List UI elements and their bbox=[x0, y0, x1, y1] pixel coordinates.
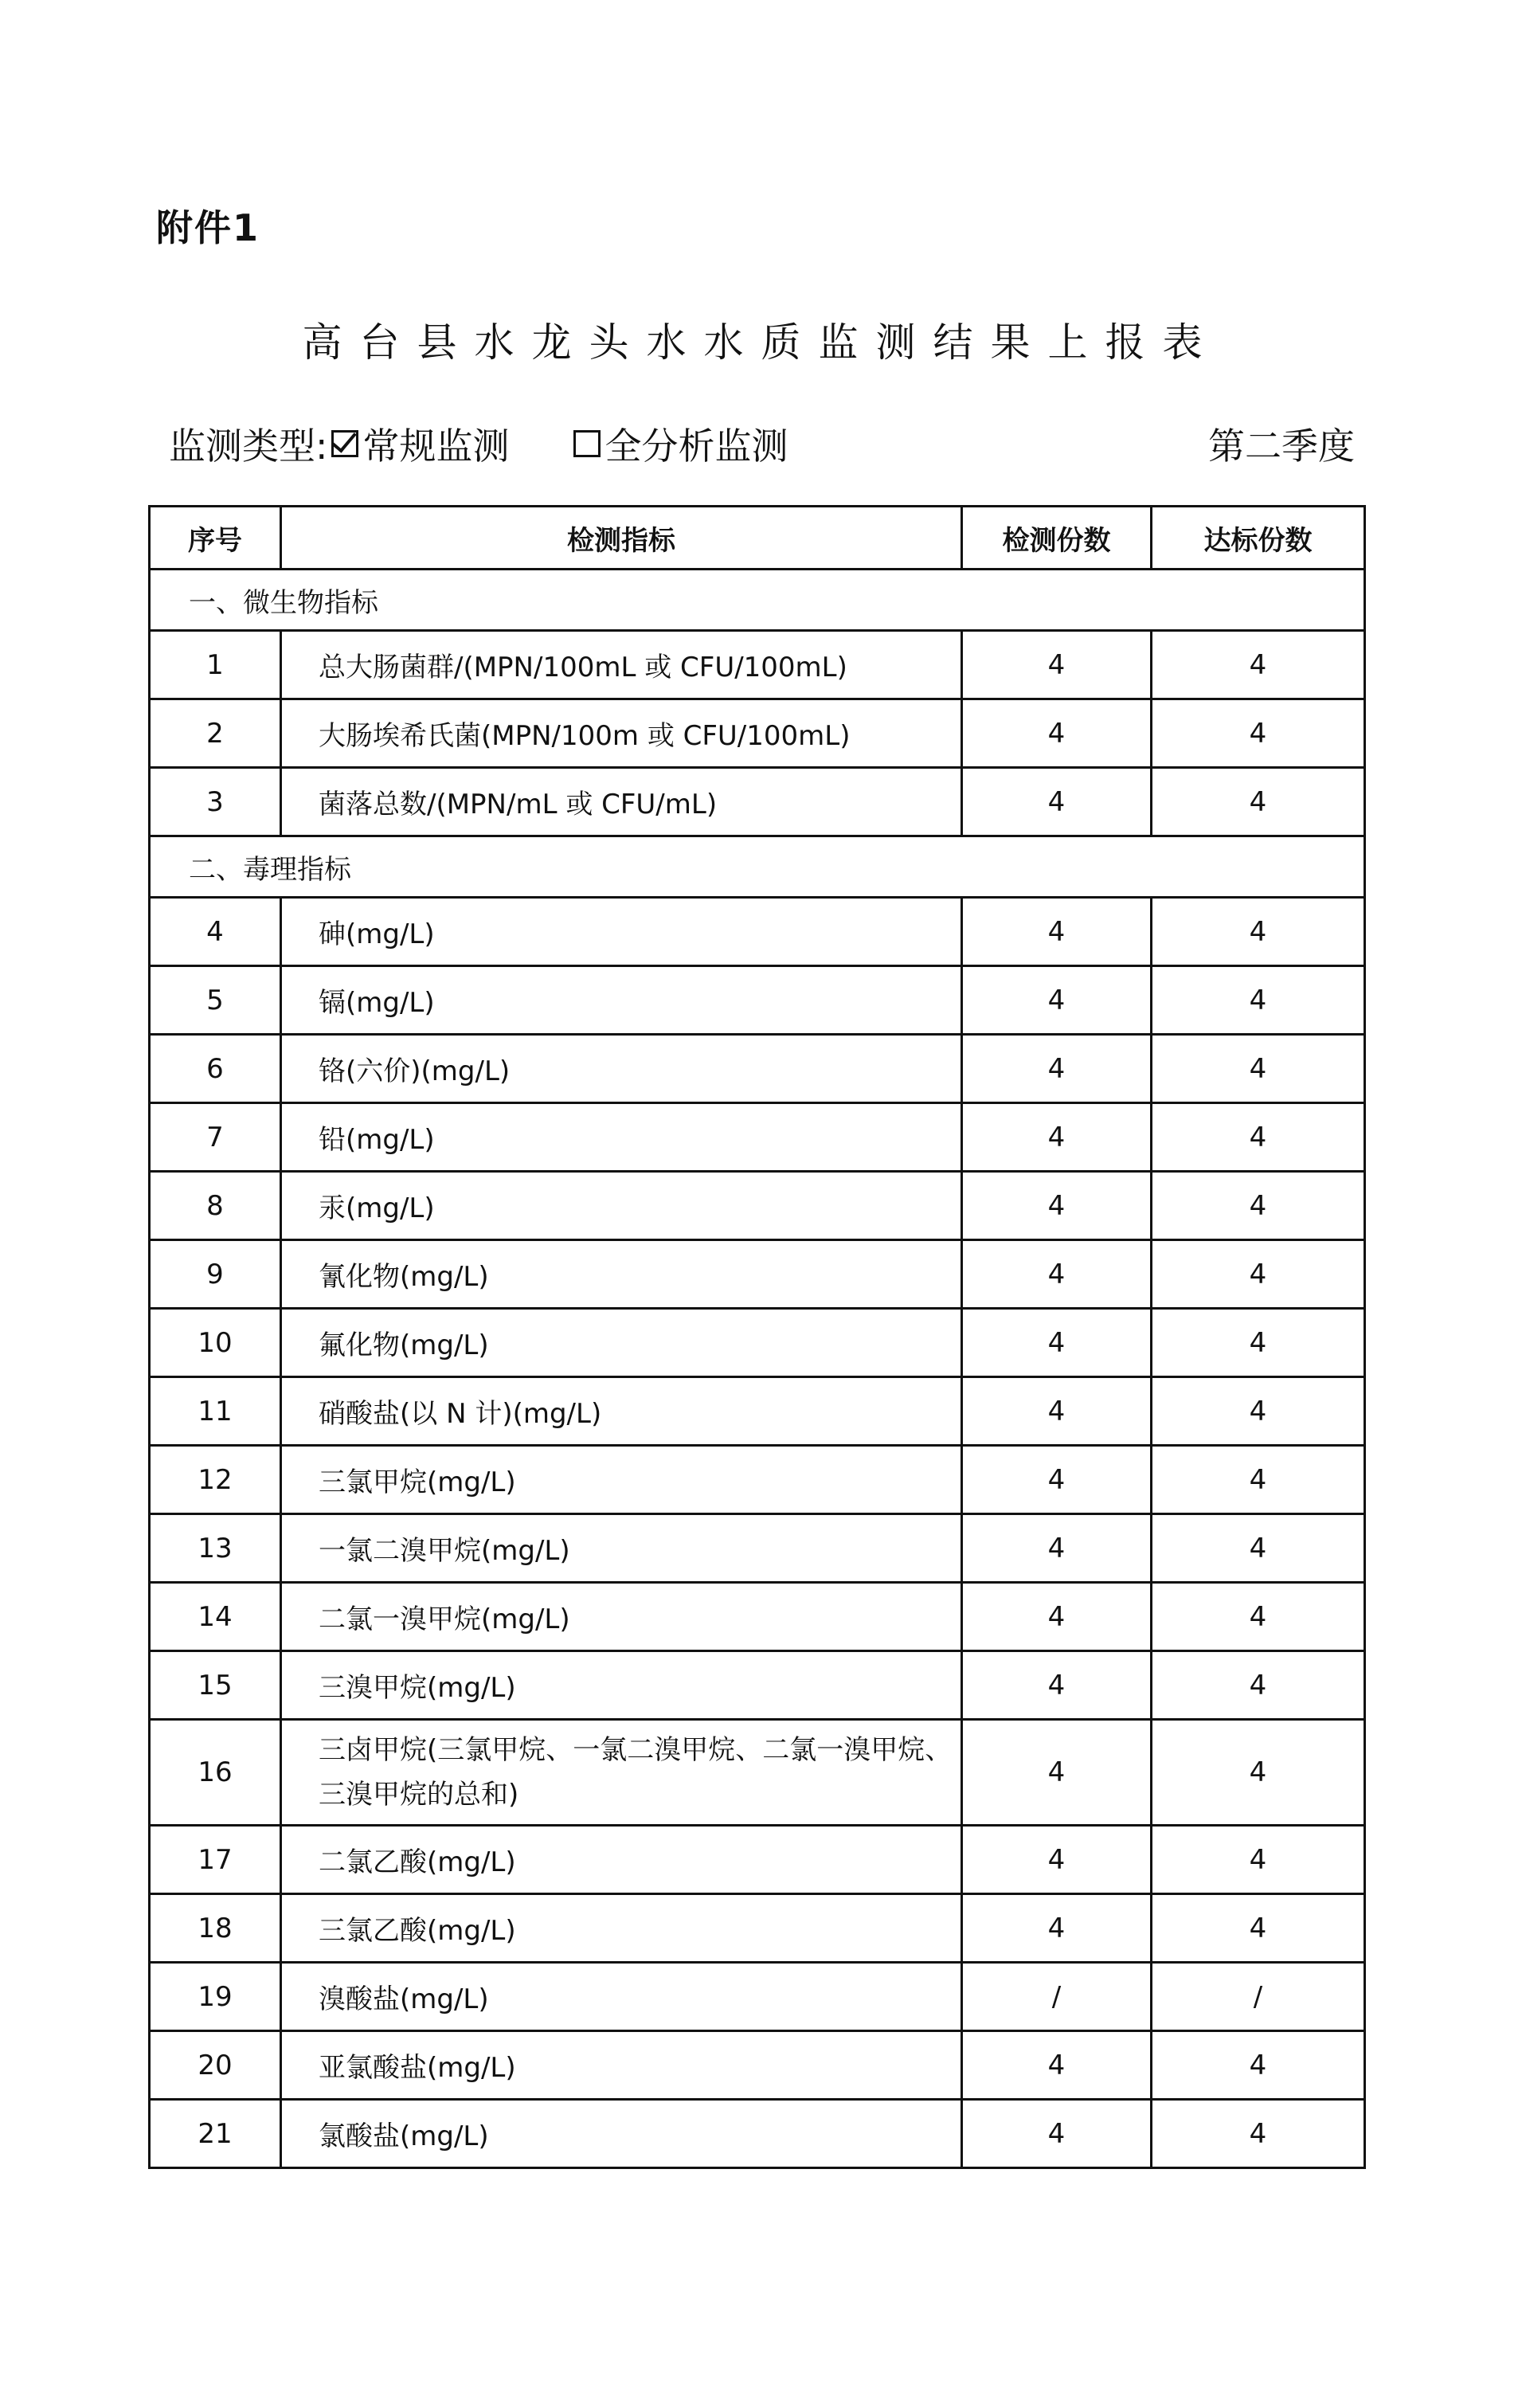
table-row bbox=[150, 966, 1365, 1035]
row-number: 6 bbox=[150, 1035, 281, 1103]
results-table bbox=[148, 505, 1366, 2169]
indicator-name: 一氯二溴甲烷(mg/L) bbox=[281, 1514, 962, 1583]
indicator-name: 三卤甲烷(三氯甲烷、一氯二溴甲烷、二氯一溴甲烷、三溴甲烷的总和) bbox=[281, 1720, 962, 1826]
table-row bbox=[150, 1103, 1365, 1172]
row-number: 11 bbox=[150, 1377, 281, 1446]
section-title: 一、微生物指标 bbox=[150, 570, 1365, 631]
tested-count: 4 bbox=[962, 2100, 1152, 2168]
tested-count: 4 bbox=[962, 1446, 1152, 1514]
indicator-name: 砷(mg/L) bbox=[281, 898, 962, 966]
row-number: 7 bbox=[150, 1103, 281, 1172]
quarter-label: 第二季度 bbox=[1208, 425, 1355, 468]
tested-count: 4 bbox=[962, 1514, 1152, 1583]
header-indicator: 检测指标 bbox=[281, 507, 962, 570]
table-header-row bbox=[150, 507, 1365, 570]
row-number: 5 bbox=[150, 966, 281, 1035]
passed-count: 4 bbox=[1152, 1309, 1365, 1377]
indicator-name: 三氯甲烷(mg/L) bbox=[281, 1446, 962, 1514]
header-no: 序号 bbox=[150, 507, 281, 570]
passed-count: 4 bbox=[1152, 699, 1365, 768]
tested-count: 4 bbox=[962, 699, 1152, 768]
passed-count: 4 bbox=[1152, 898, 1365, 966]
table-row bbox=[150, 1309, 1365, 1377]
indicator-name: 总大肠菌群/(MPN/100mL 或 CFU/100mL) bbox=[281, 631, 962, 699]
table-row bbox=[150, 2100, 1365, 2168]
indicator-name: 菌落总数/(MPN/mL 或 CFU/mL) bbox=[281, 768, 962, 836]
table-row bbox=[150, 898, 1365, 966]
indicator-name: 铬(六价)(mg/L) bbox=[281, 1035, 962, 1103]
passed-count: 4 bbox=[1152, 1651, 1365, 1720]
tested-count: 4 bbox=[962, 1309, 1152, 1377]
tested-count: 4 bbox=[962, 1103, 1152, 1172]
tested-count: 4 bbox=[962, 1826, 1152, 1894]
option-full-analysis-label: 全分析监测 bbox=[604, 425, 788, 468]
option-routine[interactable] bbox=[331, 417, 510, 470]
passed-count: 4 bbox=[1152, 631, 1365, 699]
indicator-name: 亚氯酸盐(mg/L) bbox=[281, 2031, 962, 2100]
row-number: 19 bbox=[150, 1963, 281, 2031]
section-row bbox=[150, 570, 1365, 631]
table-row bbox=[150, 2031, 1365, 2100]
row-number: 21 bbox=[150, 2100, 281, 2168]
row-number: 8 bbox=[150, 1172, 281, 1240]
tested-count: 4 bbox=[962, 768, 1152, 836]
indicator-name: 镉(mg/L) bbox=[281, 966, 962, 1035]
table-row bbox=[150, 1583, 1365, 1651]
passed-count: 4 bbox=[1152, 1103, 1365, 1172]
passed-count: 4 bbox=[1152, 1035, 1365, 1103]
tested-count: 4 bbox=[962, 1651, 1152, 1720]
row-number: 13 bbox=[150, 1514, 281, 1583]
monitoring-type-row bbox=[169, 416, 1355, 472]
table-row bbox=[150, 1377, 1365, 1446]
table-row bbox=[150, 1035, 1365, 1103]
table-row bbox=[150, 1514, 1365, 1583]
row-number: 3 bbox=[150, 768, 281, 836]
row-number: 1 bbox=[150, 631, 281, 699]
indicator-name: 氰化物(mg/L) bbox=[281, 1240, 962, 1309]
indicator-name: 氯酸盐(mg/L) bbox=[281, 2100, 962, 2168]
tested-count: 4 bbox=[962, 1172, 1152, 1240]
tested-count: 4 bbox=[962, 2031, 1152, 2100]
row-number: 4 bbox=[150, 898, 281, 966]
table-row bbox=[150, 768, 1365, 836]
tested-count: 4 bbox=[962, 631, 1152, 699]
passed-count: 4 bbox=[1152, 1894, 1365, 1963]
passed-count: 4 bbox=[1152, 1826, 1365, 1894]
tested-count: 4 bbox=[962, 1894, 1152, 1963]
table-row bbox=[150, 1240, 1365, 1309]
table-row bbox=[150, 699, 1365, 768]
indicator-name: 二氯一溴甲烷(mg/L) bbox=[281, 1583, 962, 1651]
unchecked-checkbox-icon[interactable] bbox=[573, 430, 601, 457]
table-row bbox=[150, 1651, 1365, 1720]
passed-count: 4 bbox=[1152, 966, 1365, 1035]
passed-count: 4 bbox=[1152, 768, 1365, 836]
table-row bbox=[150, 1720, 1365, 1826]
passed-count: 4 bbox=[1152, 1240, 1365, 1309]
table-row bbox=[150, 1172, 1365, 1240]
row-number: 15 bbox=[150, 1651, 281, 1720]
row-number: 18 bbox=[150, 1894, 281, 1963]
checked-checkbox-icon[interactable] bbox=[331, 430, 358, 457]
option-full-analysis[interactable] bbox=[573, 417, 788, 470]
passed-count: 4 bbox=[1152, 1446, 1365, 1514]
table-row bbox=[150, 1446, 1365, 1514]
passed-count: 4 bbox=[1152, 1377, 1365, 1446]
table-row bbox=[150, 1894, 1365, 1963]
table-row bbox=[150, 1963, 1365, 2031]
indicator-name: 汞(mg/L) bbox=[281, 1172, 962, 1240]
row-number: 14 bbox=[150, 1583, 281, 1651]
section-title: 二、毒理指标 bbox=[150, 836, 1365, 898]
passed-count: 4 bbox=[1152, 2100, 1365, 2168]
indicator-name: 氟化物(mg/L) bbox=[281, 1309, 962, 1377]
indicator-name: 铅(mg/L) bbox=[281, 1103, 962, 1172]
tested-count: / bbox=[962, 1963, 1152, 2031]
tested-count: 4 bbox=[962, 1720, 1152, 1826]
tested-count: 4 bbox=[962, 1240, 1152, 1309]
passed-count: 4 bbox=[1152, 1172, 1365, 1240]
row-number: 16 bbox=[150, 1720, 281, 1826]
passed-count: 4 bbox=[1152, 2031, 1365, 2100]
indicator-name: 硝酸盐(以 N 计)(mg/L) bbox=[281, 1377, 962, 1446]
indicator-name: 三氯乙酸(mg/L) bbox=[281, 1894, 962, 1963]
tested-count: 4 bbox=[962, 1583, 1152, 1651]
monitoring-type-label: 监测类型: bbox=[169, 425, 328, 468]
tested-count: 4 bbox=[962, 1035, 1152, 1103]
attachment-label: 附件1 bbox=[156, 206, 260, 249]
tested-count: 4 bbox=[962, 1377, 1152, 1446]
indicator-name: 三溴甲烷(mg/L) bbox=[281, 1651, 962, 1720]
indicator-name: 溴酸盐(mg/L) bbox=[281, 1963, 962, 2031]
table-row bbox=[150, 1826, 1365, 1894]
row-number: 17 bbox=[150, 1826, 281, 1894]
table-row bbox=[150, 631, 1365, 699]
header-tested-count: 检测份数 bbox=[962, 507, 1152, 570]
passed-count: / bbox=[1152, 1963, 1365, 2031]
row-number: 12 bbox=[150, 1446, 281, 1514]
row-number: 2 bbox=[150, 699, 281, 768]
passed-count: 4 bbox=[1152, 1583, 1365, 1651]
row-number: 20 bbox=[150, 2031, 281, 2100]
tested-count: 4 bbox=[962, 966, 1152, 1035]
indicator-name: 二氯乙酸(mg/L) bbox=[281, 1826, 962, 1894]
indicator-name: 大肠埃希氏菌(MPN/100m 或 CFU/100mL) bbox=[281, 699, 962, 768]
passed-count: 4 bbox=[1152, 1514, 1365, 1583]
option-routine-label: 常规监测 bbox=[362, 425, 510, 468]
section-row bbox=[150, 836, 1365, 898]
row-number: 10 bbox=[150, 1309, 281, 1377]
document-title: 高台县水龙头水水质监测结果上报表 bbox=[302, 319, 1220, 366]
row-number: 9 bbox=[150, 1240, 281, 1309]
table-body bbox=[150, 570, 1365, 2168]
passed-count: 4 bbox=[1152, 1720, 1365, 1826]
tested-count: 4 bbox=[962, 898, 1152, 966]
header-passed-count: 达标份数 bbox=[1152, 507, 1365, 570]
